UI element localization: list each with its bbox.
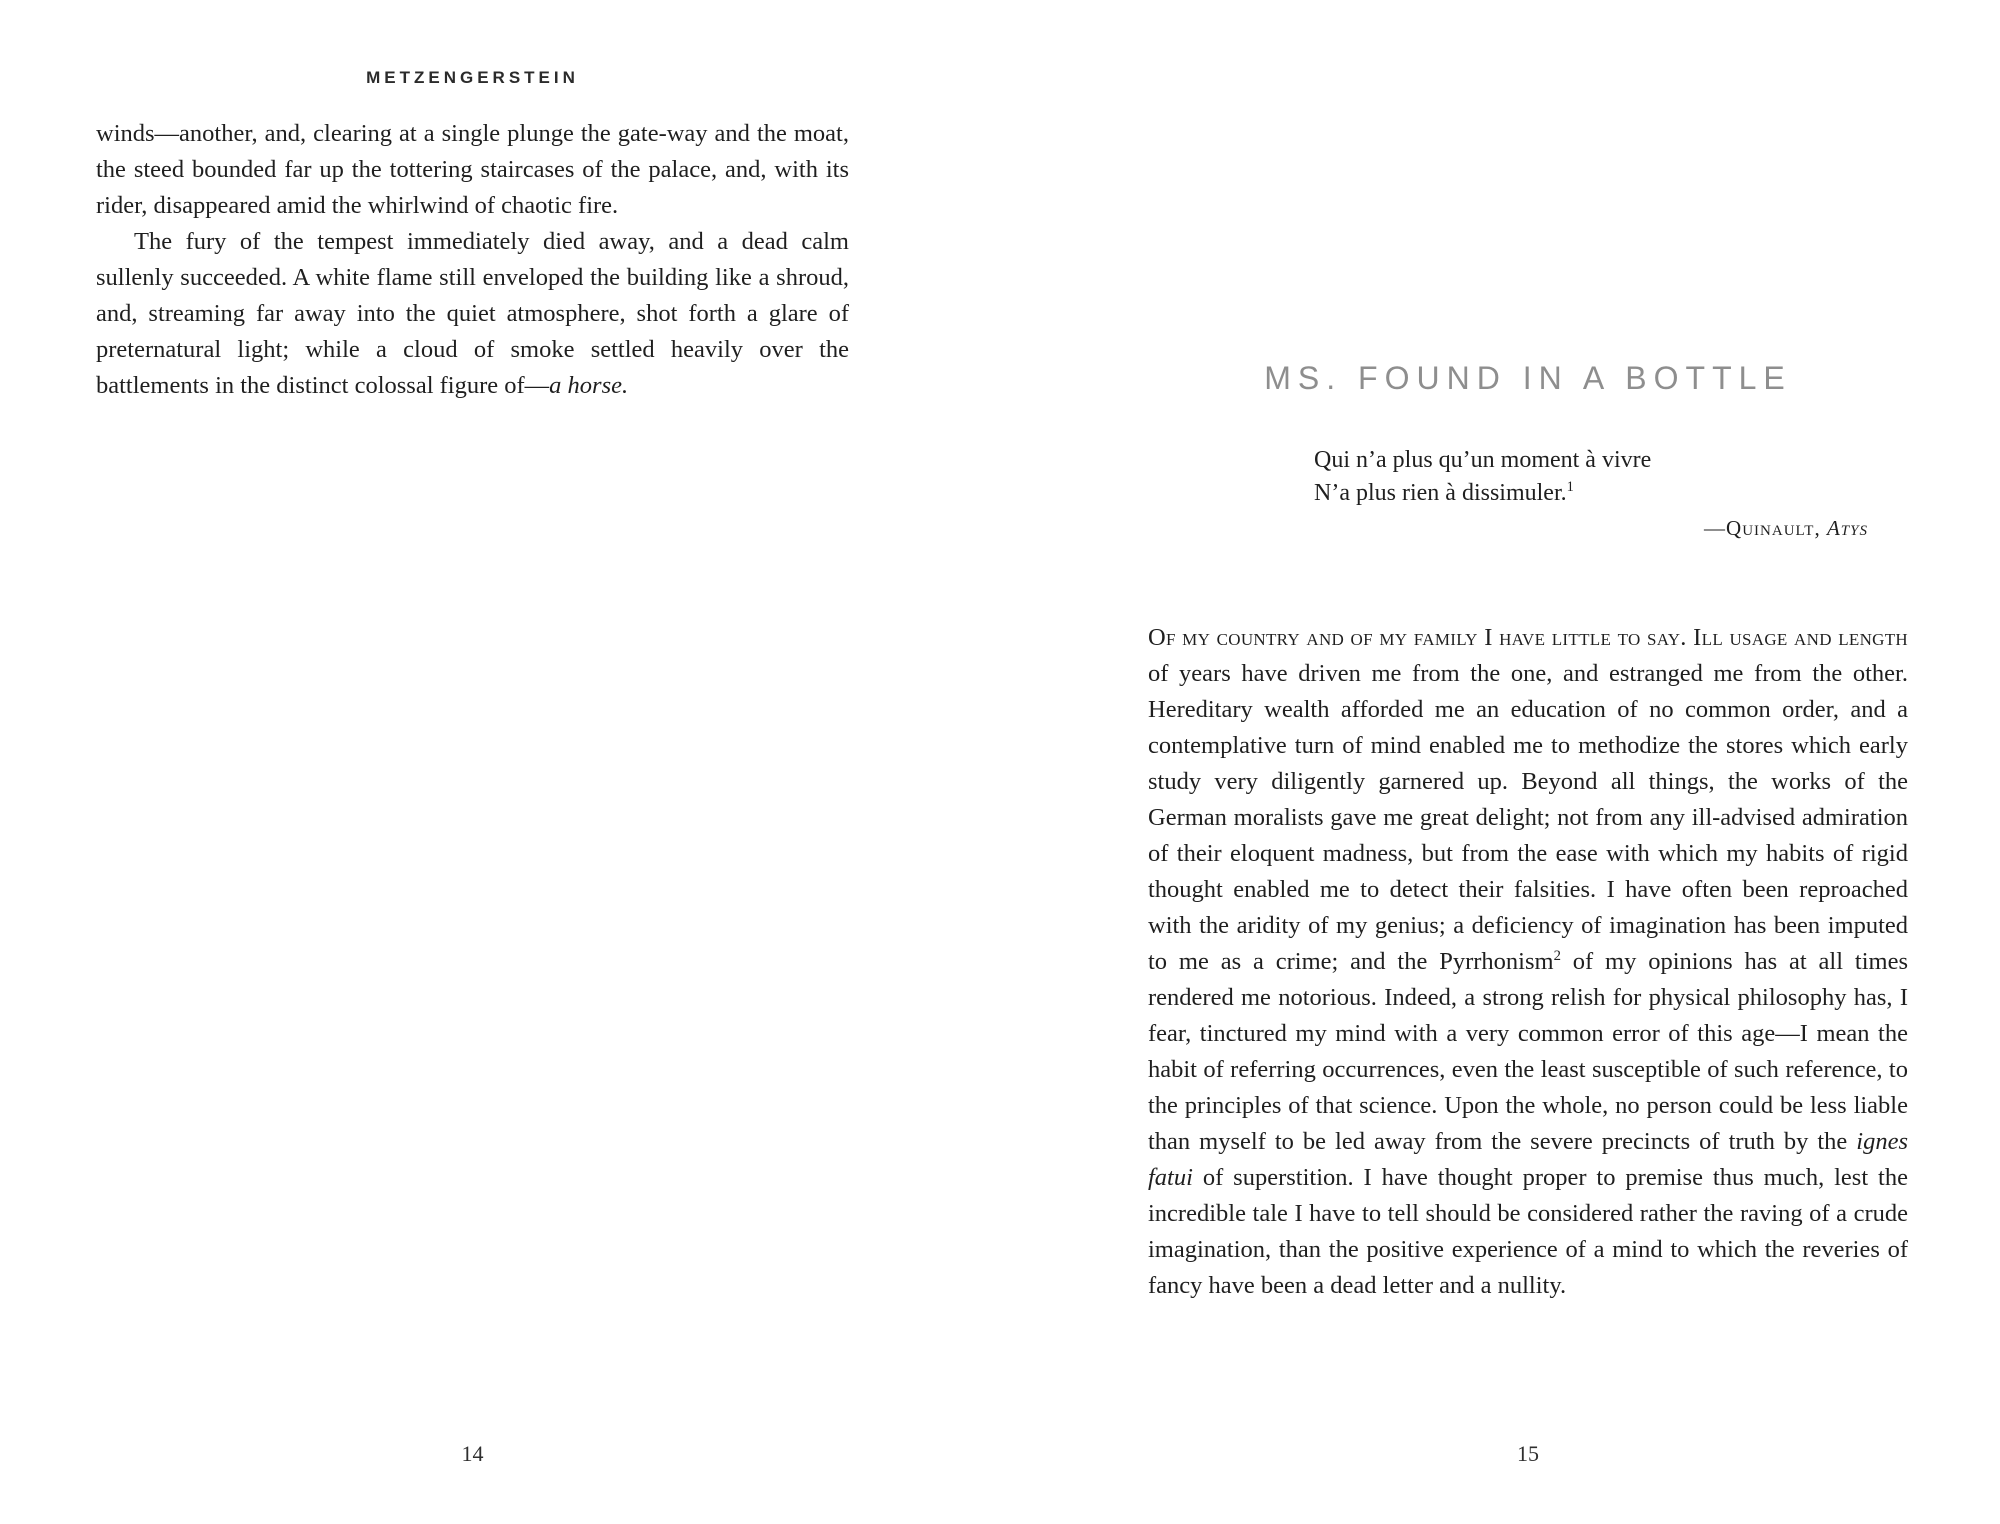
italic-phrase-ignes-fatui: ignes fatui [1148, 1128, 1908, 1191]
footnote-marker-2: 2 [1553, 947, 1561, 964]
italic-phrase: a horse. [549, 372, 629, 399]
epigraph-line-1: Qui n’a plus qu’un moment à vivre [1314, 447, 1652, 473]
paragraph-continuation: winds—another, and, clearing at a single plunge the gate-way and the moat, the steed bounded far up the tottering staircases of the palace, and, with its rider, disappeared amid the whirlwind of chaotic fire. [96, 120, 849, 219]
page-number-left: 14 [461, 1441, 484, 1466]
body-segment-2: of my opinions has at all times rendered me notorious. Indeed, a strong relish for physical philosophy has, I fear, tinctured my mind with a very common error of this age—I mean the habit of referring occurrences, even the least susceptible of such reference, to the principles of that science. Upon the whole, no person could be less liable than myself to be led away from the severe precincts of truth by the [1148, 948, 1908, 1155]
epigraph-attribution [1148, 516, 1868, 541]
opening-paragraph [1148, 620, 1908, 1304]
left-text-block [96, 116, 849, 404]
footnote-marker-1: 1 [1566, 479, 1574, 495]
right-text-block [1148, 620, 1908, 1304]
running-header: METZENGERSTEIN [366, 68, 579, 87]
paragraph [96, 224, 849, 404]
story-title: MS. FOUND IN A BOTTLE [1264, 360, 1792, 396]
body-segment-3: of superstition. I have thought proper to premise thus much, lest the incredible tale I have to tell should be considered rather the raving of a crude imagination, than the positive experience of a mind to which the reveries of fancy have been a dead letter and a nullity. [1148, 1164, 1908, 1299]
body-segment-1: Of my country and of my family I have little to say. Ill usage and length of years have driven me from the one, and estranged me from the other. Hereditary wealth afforded me an education of no common order, and a contemplative turn of mind enabled me to methodize the stores which early study very diligently garnered up. Beyond all things, the works of the German moralists gave me great delight; not from any ill-advised admiration of their eloquent madness, but from the ease with which my habits of rigid thought enabled me to detect their falsities. I have often been reproached with the aridity of my genius; a deficiency of imagination has been imputed to me as a crime; and the Pyrrhonism [1148, 624, 1908, 975]
paragraph-text: The fury of the tempest immediately died away, and a dead calm sullenly succeeded. A white flame still enveloped the building like a shroud, and, streaming far away into the quiet atmosphere, shot forth a glare of preternatural light; while a cloud of smoke settled heavily over the battlements in the distinct colossal figure of— [96, 228, 849, 399]
epigraph-line-2 [1314, 477, 1651, 510]
attribution-work-title: Atys [1826, 516, 1868, 540]
attribution-author: —Quinault, [1704, 516, 1827, 540]
epigraph-line-2-text: N’a plus rien à dissimuler. [1314, 480, 1567, 506]
epigraph [1314, 444, 1651, 510]
page-number-right: 15 [1517, 1441, 1539, 1466]
